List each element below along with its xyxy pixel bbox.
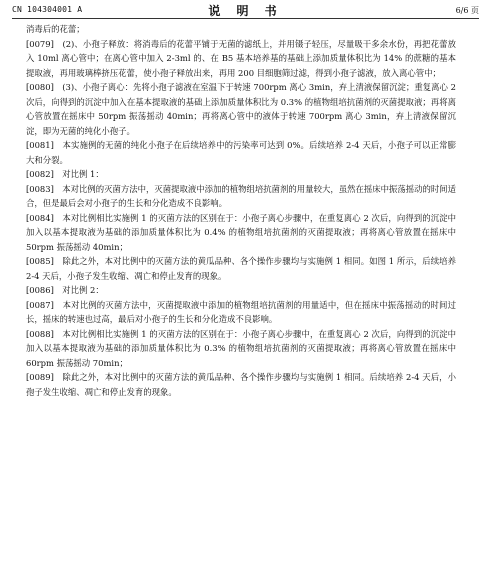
paragraph-0084: [0084] 本对比例相比实施例 1 的灭菌方法的区别在于：小孢子离心步骤中，在重复离心 2 次后，向得到的沉淀中加入以基本提取液为基础的添加质量体积比为 0.4% 的植物组培抗菌剂的灭菌提取液；再将离心管放置在摇床中 50rpm 振荡摇动 40min；	[26, 212, 456, 252]
paragraph-0089: [0089] 除此之外，本对比例中的灭菌方法的黄瓜品种、各个操作步骤均与实施例 1 相同。后续培养 2-4 天后，小孢子发生收缩、凋亡和停止发育的现象。	[26, 372, 456, 397]
paragraph-0088: [0088] 本对比例相比实施例 1 的灭菌方法的区别在于：小孢子离心步骤中，在重复离心 2 次后，向得到的沉淀中加入以基本提取液为基础的添加质量体积比为 0.3% 的植物组培抗菌剂的灭菌提取液；再将离心管放置在摇床中 60rpm 振荡摇动 70min；	[26, 328, 456, 368]
paragraph-0079: [0079] (2)、小孢子释放：将消毒后的花蕾平铺于无菌的滤纸上，并用镊子轻压，尽量吸干多余水份，再把花蕾放入 10ml 离心管中；在离心管中加入 2-3ml 的、在 B5 基本培养基的基础上添加质量体积比为 14% 的蔗糖的基本提取液，再用玻璃棒挤压花蕾，使小孢子释放出来，再用 200 目细胞筛过滤，得到小孢子滤液，放入离心管中；	[26, 38, 456, 78]
paragraph-0080: [0080] (3)、小孢子离心：先将小孢子滤液在室温下于转速 700rpm 离心 3min，弃上清液保留沉淀；重复离心 2 次后，向得到的沉淀中加入在基本提取液的基础上添加质量体积比为 0.3% 的植物组培抗菌剂的灭菌提取液；再将离心管放置在摇床中 50rpm 振荡摇动 40min；再将离心管中的液体于转速 700rpm 离心 3min，弃上清液保留沉淀，即为无菌的纯化小孢子。	[26, 82, 456, 136]
paragraph-0087: [0087] 本对比例的灭菌方法中，灭菌提取液中添加的植物组培抗菌剂的用量适中，但在摇床中振荡摇动的时间过长，摇床的转速也过高，最后对小孢子的生长和分化造成不良影响。	[26, 299, 456, 324]
page-number: 6/6 页	[455, 6, 479, 15]
page-title: 说 明 书	[208, 4, 283, 18]
paragraph-0085: [0085] 除此之外，本对比例中的灭菌方法的黄瓜品种、各个操作步骤均与实施例 1 相同。如图 1 所示，后续培养 2-4 天后，小孢子发生收缩、凋亡和停止发育的现象。	[26, 256, 456, 281]
header-rule	[12, 18, 479, 19]
paragraph-0082: [0082] 对比例 1：	[26, 169, 104, 179]
document-number: CN 104304001 A	[12, 5, 83, 14]
document-body	[26, 22, 456, 399]
paragraph-0086: [0086] 对比例 2：	[26, 285, 104, 295]
paragraph-0081: [0081] 本实施例的无菌的纯化小孢子在后续培养中的污染率可达到 0%。后续培养 2-4 天后，小孢子可以正常膨大和分裂。	[26, 140, 456, 165]
page-header	[0, 0, 491, 20]
paragraph-continuation: 消毒后的花蕾；	[26, 24, 85, 34]
paragraph-0083: [0083] 本对比例的灭菌方法中，灭菌提取液中添加的植物组培抗菌剂的用量较大，虽然在摇床中振荡摇动的时间适合，但是最后会对小孢子的生长和分化造成不良影响。	[26, 183, 456, 208]
